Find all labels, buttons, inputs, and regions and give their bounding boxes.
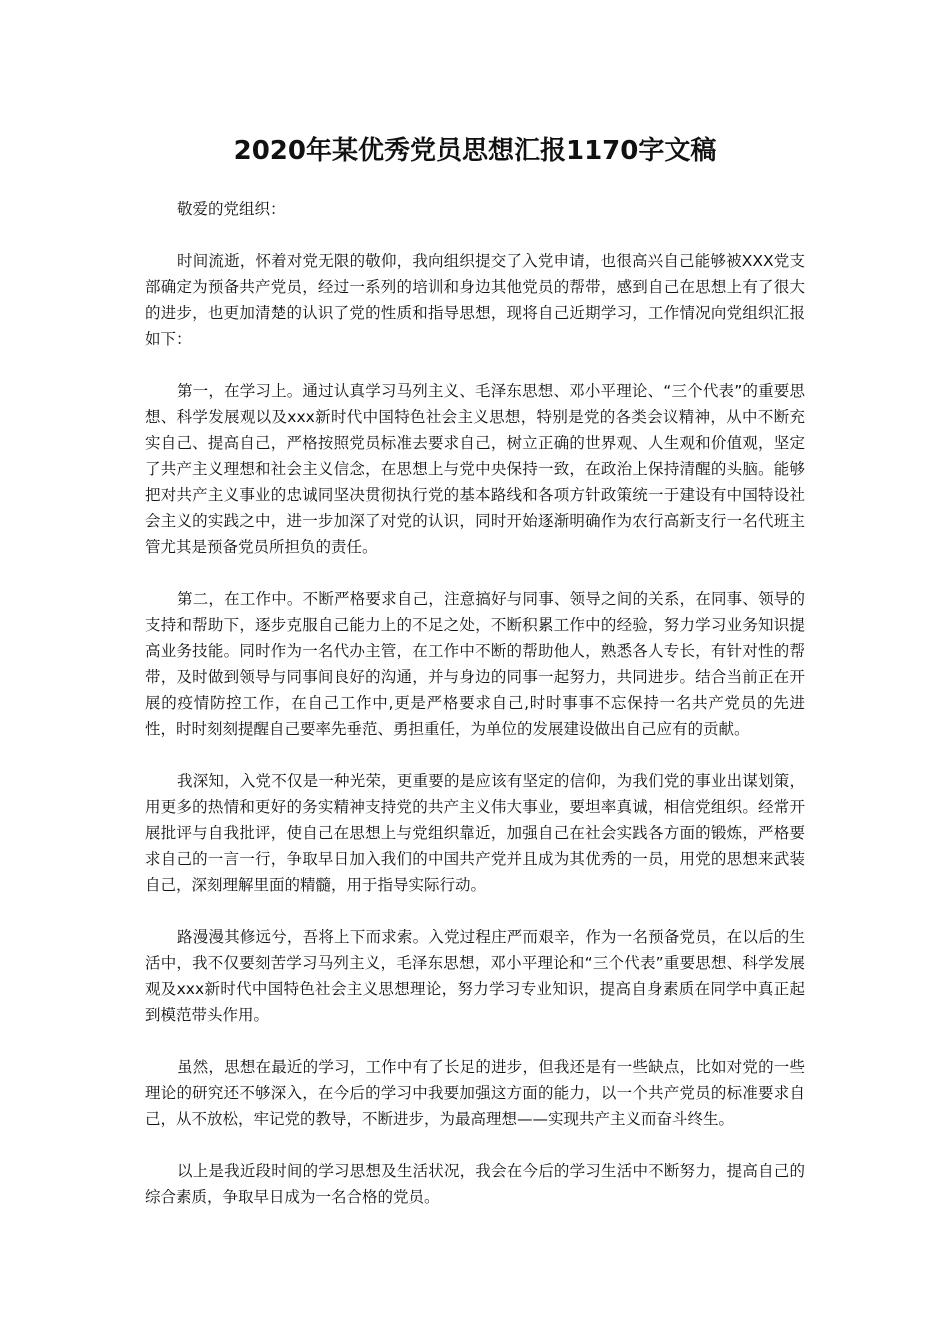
document-body [145,196,805,1210]
paragraph-7: 以上是我近段时间的学习思想及生活状况，我会在今后的学习生活中不断努力，提高自己的综合素质，争取早日成为一名合格的党员。 [145,1162,805,1206]
paragraph-2: 第一，在学习上。通过认真学习马列主义、毛泽东思想、邓小平理论、“三个代表”的重要思想、科学发展观以及xxx新时代中国特色社会主义思想，特别是党的各类会议精神，从中不断充实自己、提高自己，严格按照党员标准去要求自己，树立正确的世界观、人生观和价值观，坚定了共产主义理想和社会主义信念，在思想上与党中央保持一致，在政治上保持清醒的头脑。能够把对共产主义事业的忠诚同坚决贯彻执行党的基本路线和各项方针政策统一于建设有中国特设社会主义的实践之中，进一步加深了对党的认识，同时开始逐渐明确作为农行高新支行一名代班主管尤其是预备党员所担负的责任。 [145,382,805,556]
paragraph-5: 路漫漫其修远兮，吾将上下而求索。入党过程庄严而艰辛，作为一名预备党员，在以后的生活中，我不仅要刻苦学习马列主义，毛泽东思想，邓小平理论和“三个代表”重要思想、科学发展观及xxx新时代中国特色社会主义思想理论，努力学习专业知识，提高自身素质在同学中真正起到模范带头作用。 [145,928,805,1024]
salutation: 敬爱的党组织： [177,200,286,218]
paragraph-4: 我深知，入党不仅是一种光荣，更重要的是应该有坚定的信仰，为我们党的事业出谋划策，用更多的热情和更好的务实精神支持党的共产主义伟大事业，要坦率真诚，相信党组织。经常开展批评与自我批评，使自己在思想上与党组织靠近，加强自己在社会实践各方面的锻炼，严格要求自己的一言一行，争取早日加入我们的中国共产党并且成为其优秀的一员，用党的思想来武装自己，深刻理解里面的精髓，用于指导实际行动。 [145,772,805,894]
paragraph-6: 虽然，思想在最近的学习，工作中有了长足的进步，但我还是有一些缺点，比如对党的一些理论的研究还不够深入，在今后的学习中我要加强这方面的能力，以一个共产党员的标准要求自己，从不放松，牢记党的教导，不断进步，为最高理想——实现共产主义而奋斗终生。 [145,1058,805,1128]
paragraph-1: 时间流逝，怀着对党无限的敬仰，我向组织提交了入党申请，也很高兴自己能够被XXX党支部确定为预备共产党员，经过一系列的培训和身边其他党员的帮带，感到自己在思想上有了很大的进步，也更加清楚的认识了党的性质和指导思想，现将自己近期学习，工作情况向党组织汇报如下： [145,252,805,348]
paragraph-3: 第二，在工作中。不断严格要求自己，注意搞好与同事、领导之间的关系，在同事、领导的支持和帮助下，逐步克服自己能力上的不足之处，不断积累工作中的经验，努力学习业务知识提高业务技能。同时作为一名代办主管，在工作中不断的帮助他人，熟悉各人专长，有针对性的帮带，及时做到领导与同事间良好的沟通，并与身边的同事一起努力，共同进步。结合当前正在开展的疫情防控工作，在自己工作中,更是严格要求自己,时时事事不忘保持一名共产党员的先进性，时时刻刻提醒自己要率先垂范、勇担重任，为单位的发展建设做出自己应有的贡献。 [145,590,805,738]
document-title: 2020年某优秀党员思想汇报1170字文稿 [233,136,717,166]
